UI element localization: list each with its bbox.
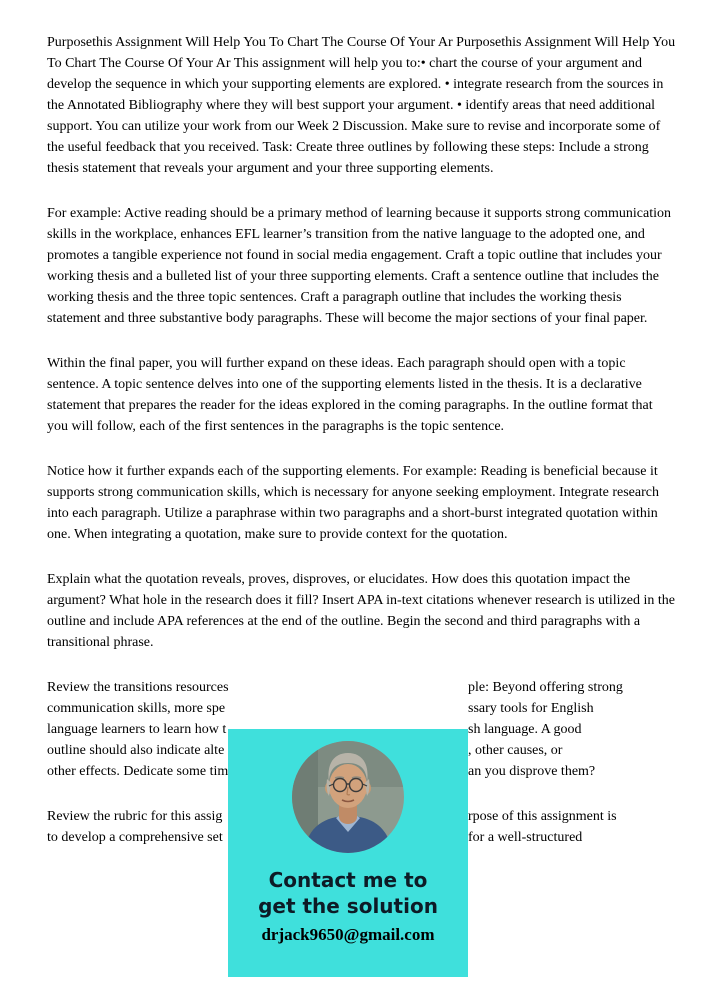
text-fragment-right: sh language. A good [468, 722, 582, 737]
text-fragment-left: other effects. Dedicate some tim [47, 764, 229, 779]
contact-heading-line1: Contact me to [268, 868, 428, 892]
text-fragment-left: language learners to learn how t [47, 722, 227, 737]
text-fragment-right: , other causes, or [468, 743, 563, 758]
paragraph-quotation: Explain what the quotation reveals, proves, disproves, or elucidates. How does this quotation impact the argument? What hole in the research does it fill? Insert APA in-text citations whenever research is utilized in the outline and include APA references at the end of the outline. Begin the second and third paragraphs with a transitional phrase. [47, 572, 675, 650]
text-fragment-left: outline should also indicate alte [47, 743, 225, 758]
consultant-photo-illustration [292, 741, 404, 853]
text-fragment-right: ple: Beyond offering strong [468, 680, 623, 695]
solution-overlay [228, 729, 468, 977]
paragraph-example-thesis: For example: Active reading should be a primary method of learning because it supports strong communication skills in the workplace, enhances EFL learner’s transition from the native language to the adopted one, and promotes a tangible experience not found in social media engagement. Craft a topic outline that includes your working thesis and a bulleted list of your three supporting elements. Craft a sentence outline that includes the working thesis and the three topic sentences. Craft a paragraph outline that includes the working thesis statement and three substantive body paragraphs. These will become the major sections of your final paper. [47, 206, 672, 326]
contact-email: drjack9650@gmail.com [261, 925, 435, 944]
text-fragment-right: an you disprove them? [468, 764, 596, 779]
text-fragment-right: rpose of this assignment is [468, 809, 617, 824]
text-fragment-right: ssary tools for English [468, 701, 594, 716]
text-line [47, 677, 677, 698]
paragraph-supporting-elements: Notice how it further expands each of the supporting elements. For example: Reading is beneficial because it supports strong communication skills, which is necessary for anyone seeking employment. Integrate research into each paragraph. Utilize a paraphrase within two paragraphs and a short-burst integrated quotation within one. When integrating a quotation, make sure to provide context for the quotation. [47, 464, 659, 542]
consultant-photo [292, 741, 404, 853]
paragraph-final-paper: Within the final paper, you will further expand on these ideas. Each paragraph should open with a topic sentence. A topic sentence delves into one of the supporting elements listed in the thesis. It is a declarative statement that prepares the reader for the ideas explored in the coming paragraphs. In the outline format that you will follow, each of the first sentences in the paragraphs is the topic sentence. [47, 356, 653, 434]
paragraph-purpose: Purposethis Assignment Will Help You To Chart The Course Of Your Ar Purposethis Assignment Will Help You To Chart The Course Of Your Ar This assignment will help you to:• chart the course of your argument and develop the sequence in which your supporting elements are explored. • integrate research from the sources in the Annotated Bibliography where they will best support your argument. • identify areas that need additional support. You can utilize your work from our Week 2 Discussion. Make sure to revise and incorporate some of the useful feedback that you received. Task: Create three outlines by following these steps: Include a strong thesis statement that reveals your argument and your three supporting elements. [47, 35, 676, 176]
text-fragment-left: Review the rubric for this assig [47, 809, 223, 824]
text-fragment-left: communication skills, more spe [47, 701, 226, 716]
text-fragment-left: to develop a comprehensive set [47, 830, 223, 845]
contact-heading-line2: get the solution [258, 894, 438, 918]
text-fragment-left: Review the transitions resources [47, 680, 229, 695]
text-line [47, 698, 677, 719]
text-fragment-right: for a well-structured [468, 830, 583, 845]
